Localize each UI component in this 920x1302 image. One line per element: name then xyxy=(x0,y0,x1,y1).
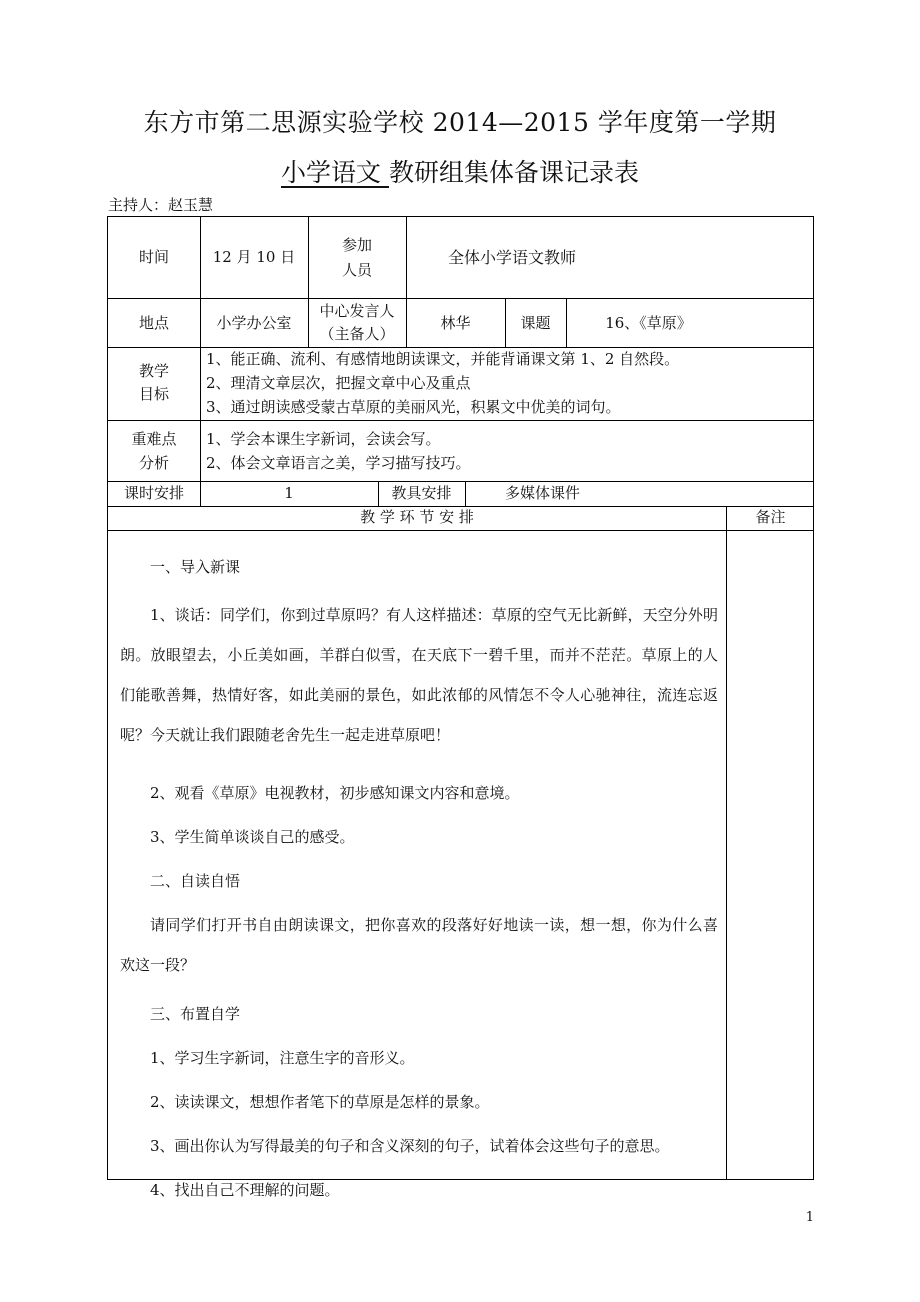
participants-label-2: 人员 xyxy=(342,261,373,279)
host-line: 主持人：赵玉慧 xyxy=(108,196,214,214)
subject-underlined: 小学语文 xyxy=(281,158,389,187)
goals-label-2: 目标 xyxy=(138,385,169,403)
section-heading: 二、自读自悟 xyxy=(150,872,241,890)
goal-item: 2、理清文章层次，把握文章中心及重点 xyxy=(206,374,471,392)
content-paragraph: 2、观看《草原》电视教材，初步感知课文内容和意境。 xyxy=(150,784,520,802)
place-value: 小学办公室 xyxy=(216,314,292,332)
tools-value: 多媒体课件 xyxy=(505,484,581,502)
content-paragraph: 1、谈话：同学们，你到过草原吗？有人这样描述：草原的空气无比新鲜，天空分外明朗。放眼望去，小丘美如画，羊群白似雪，在天底下一碧千里，而并不茫茫。草原上的人们能歌善舞，热情好客，如此美丽的景色，如此浓郁的风情怎不令人心驰神往，流连忘返呢？今天就让我们跟随老舍先生一起走进草原吧！ xyxy=(120,606,718,744)
participants-label-1: 参加 xyxy=(342,236,373,254)
key-label-2: 分析 xyxy=(138,454,169,472)
time-value: 12 月 10 日 xyxy=(212,248,296,266)
content-paragraph: 4、找出自己不理解的问题。 xyxy=(150,1181,340,1199)
topic-value: 16、《草原》 xyxy=(605,314,692,332)
key-label-1: 重难点 xyxy=(131,430,177,448)
speaker-value: 林华 xyxy=(440,314,471,332)
content-paragraph: 1、学习生字新词，注意生字的音形义。 xyxy=(150,1049,415,1067)
page-number: 1 xyxy=(805,1210,814,1225)
hours-label: 课时安排 xyxy=(123,484,184,502)
key-point-item: 2、体会文章语言之美，学习描写技巧。 xyxy=(206,454,471,472)
goal-item: 3、通过朗读感受蒙古草原的美丽风光，积累文中优美的词句。 xyxy=(206,398,621,416)
content-paragraph: 3、学生简单谈谈自己的感受。 xyxy=(150,828,355,846)
section-heading: 一、导入新课 xyxy=(150,558,241,576)
section-header: 教 学 环 节 安 排 xyxy=(360,508,474,526)
col-divider xyxy=(465,481,466,506)
tools-label: 教具安排 xyxy=(391,484,452,502)
content-paragraph: 3、画出你认为写得最美的句子和含义深刻的句子，试着体会这些句子的意思。 xyxy=(150,1137,670,1155)
content-paragraph: 请同学们打开书自由朗读课文，把你喜欢的段落好好地读一读，想一想，你为什么喜欢这一段？ xyxy=(120,916,718,974)
col-divider xyxy=(200,347,201,481)
row-divider xyxy=(108,298,813,299)
participants-value: 全体小学语文教师 xyxy=(448,248,577,267)
section-heading: 三、布置自学 xyxy=(150,1005,241,1023)
speaker-label-1: 中心发言人 xyxy=(319,302,395,320)
topic-label: 课题 xyxy=(520,314,551,332)
place-label: 地点 xyxy=(138,314,169,332)
goals-label-1: 教学 xyxy=(138,362,169,380)
content-paragraph: 2、读读课文，想想作者笔下的草原是怎样的景象。 xyxy=(150,1093,490,1111)
row-divider xyxy=(108,420,813,421)
speaker-label-2: （主备人） xyxy=(319,325,395,343)
subtitle-rest: 教研组集体备课记录表 xyxy=(388,158,639,187)
lesson-plan-table xyxy=(107,216,814,1199)
time-label: 时间 xyxy=(138,248,169,266)
key-point-item: 1、学会本课生字新词，会读会写。 xyxy=(206,430,441,448)
document-subtitle xyxy=(0,153,920,189)
notes-header: 备注 xyxy=(755,508,786,526)
row-divider xyxy=(108,530,813,531)
goal-item: 1、能正确、流利、有感情地朗读课文，并能背诵课文第 1、2 自然段。 xyxy=(206,350,680,368)
hours-value: 1 xyxy=(284,484,294,502)
col-divider xyxy=(726,506,727,1179)
document-title: 东方市第二思源实验学校 2014—2015 学年度第一学期 xyxy=(143,108,777,137)
